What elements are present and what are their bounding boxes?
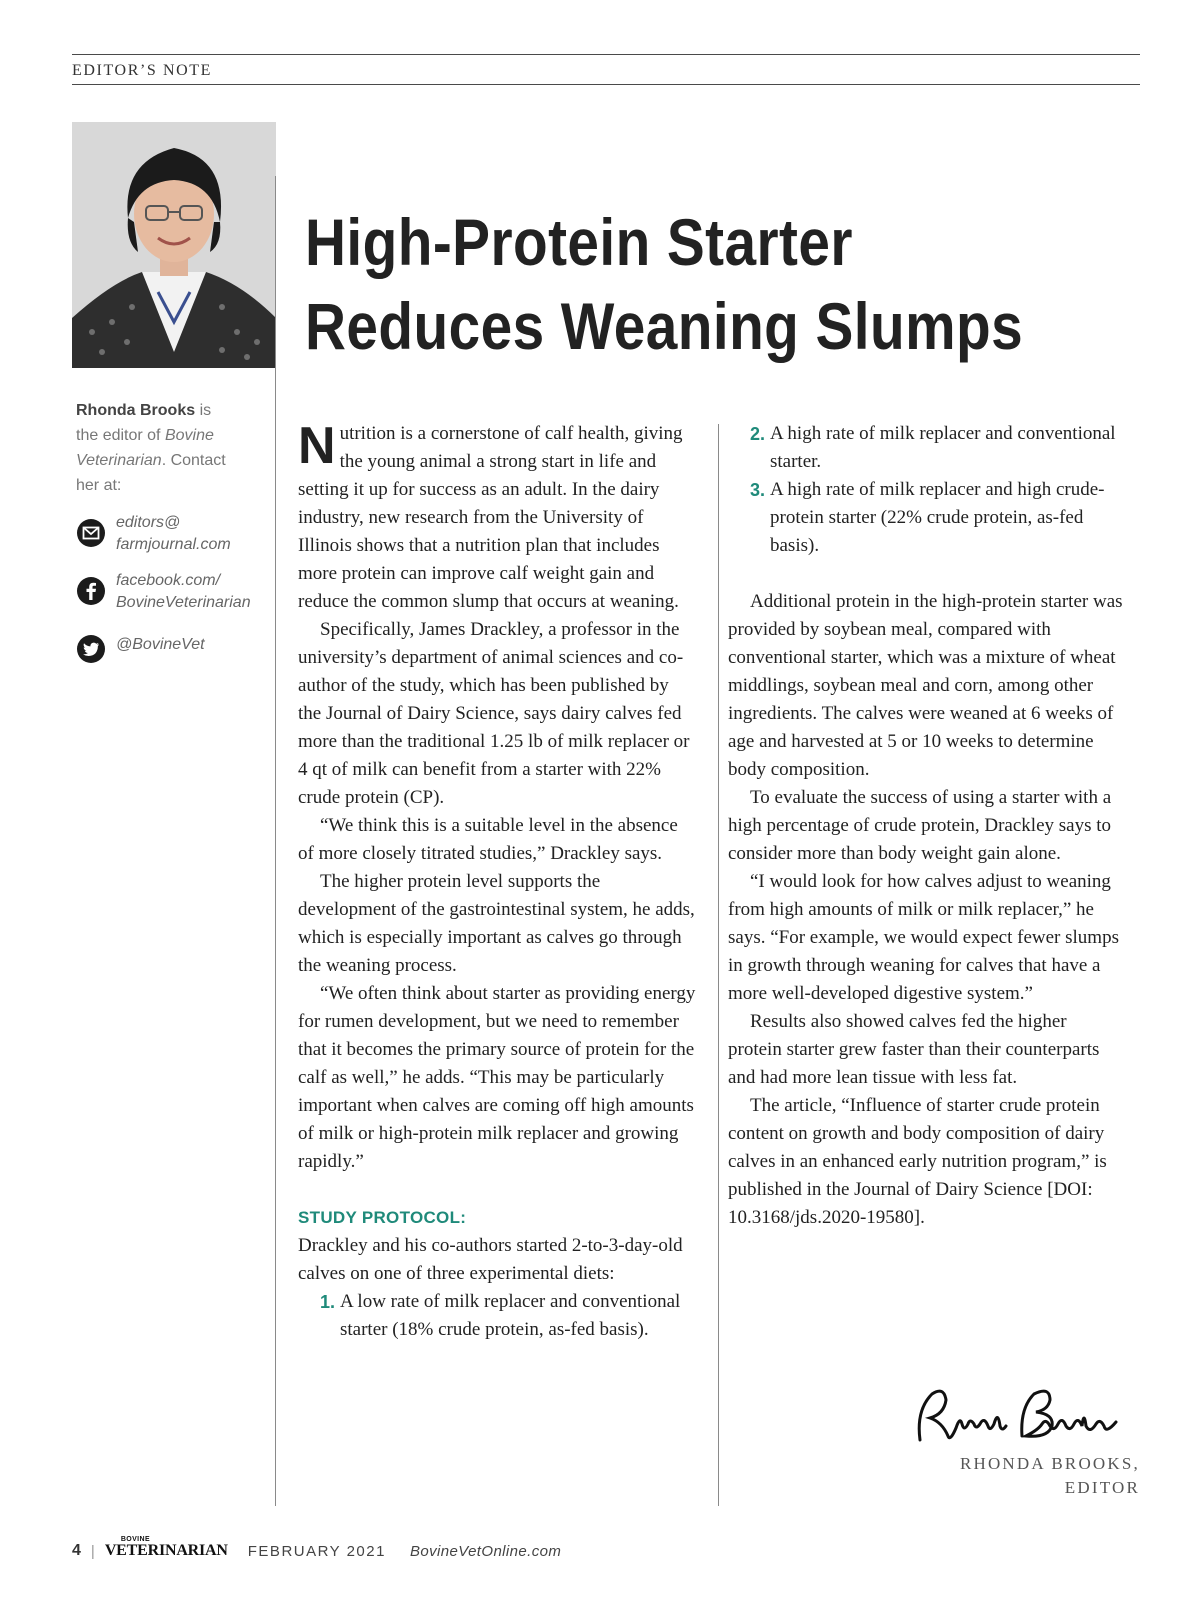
signature-caption — [960, 1452, 1140, 1500]
article-paragraph: Specifically, James Drackley, a professor in the university’s department of animal sciences and co-author of the study, which has been published by the Journal of Dairy Science, says dairy calves fed more than the traditional 1.25 lb of milk replacer or 4 qt of milk can benefit from a starter with 22% crude protein (CP). — [298, 619, 690, 808]
footer-separator: | — [90, 1542, 95, 1560]
twitter-icon — [76, 634, 106, 664]
author-name: Rhonda Brooks — [76, 402, 196, 419]
contact-facebook-line-2: BovineVeterinarian — [116, 594, 251, 611]
logo-text: VETERINARIAN — [104, 1542, 228, 1559]
article-paragraph: Results also showed calves fed the higher protein starter grew faster than their counterparts and had more lean tissue with less fat. — [728, 1011, 1100, 1088]
contact-email[interactable] — [76, 512, 266, 556]
contact-email-line-1: editors@ — [116, 514, 181, 531]
page-footer — [72, 1536, 562, 1560]
issue-date: FEBRUARY 2021 — [247, 1542, 386, 1560]
list-text: A high rate of milk replacer and high crude-protein starter (22% crude protein, as-fed basis). — [770, 479, 1105, 556]
author-bio: Rhonda Brooks is the editor of Bovine Veterinarian. Contact her at: — [76, 402, 226, 494]
contact-facebook[interactable] — [76, 570, 266, 614]
logo-top-text: BOVINE — [120, 1536, 151, 1543]
contact-twitter-handle: @BovineVet — [116, 636, 205, 653]
contact-email-line-2: farmjournal.com — [116, 536, 231, 553]
page-number: 4 — [72, 1542, 81, 1559]
publication-name: Bovine — [164, 427, 214, 444]
article-paragraph: Drackley and his co-authors started 2-to-3-day-old calves on one of three experimental diets: — [298, 1235, 683, 1284]
contact-twitter[interactable] — [76, 628, 266, 664]
author-sidebar — [76, 398, 266, 664]
drop-cap: N — [298, 417, 336, 475]
article-paragraph: Additional protein in the high-protein starter was provided by soybean meal, compared with conventional starter, which was a mixture of wheat middlings, soybean meal and corn, among other ingredients. The calves were weaned at 6 weeks of age and harvested at 5 or 10 weeks to determine body composition. — [728, 591, 1123, 780]
diet-list-item — [750, 420, 1124, 476]
diet-list-item — [320, 1288, 696, 1344]
facebook-icon — [76, 576, 106, 606]
section-label: EDITOR’S NOTE — [72, 62, 213, 79]
article-paragraph: The higher protein level supports the development of the gastrointestinal system, he adds, which is especially important as calves go through the weaning process. — [298, 871, 695, 976]
publication-logo — [104, 1536, 228, 1560]
headline — [305, 200, 1027, 368]
list-number: 3. — [750, 480, 766, 500]
website-link[interactable]: BovineVetOnline.com — [409, 1542, 562, 1560]
headline-line-1: High-Protein Starter — [305, 205, 853, 279]
email-icon — [76, 518, 106, 548]
column-divider-middle — [718, 424, 719, 1506]
handwritten-signature — [910, 1380, 1130, 1457]
signature-name: RHONDA BROOKS, — [959, 1454, 1140, 1473]
headline-line-2: Reduces Weaning Slumps — [305, 289, 1024, 363]
top-rule — [72, 54, 1140, 55]
article-paragraph: “We think this is a suitable level in the absence of more closely titrated studies,” Drackley says. — [298, 815, 678, 864]
author-photo — [72, 122, 276, 368]
section-rule — [72, 84, 1140, 85]
article-column-2 — [728, 420, 1124, 1232]
contact-facebook-line-1: facebook.com/ — [116, 572, 221, 589]
study-protocol-subhead: STUDY PROTOCOL: — [298, 1208, 467, 1227]
list-text: A high rate of milk replacer and conventional starter. — [770, 423, 1116, 472]
article-paragraph: The article, “Influence of starter crude protein content on growth and body composition of dairy calves in an enhanced early nutrition program,” is published in the Journal of Dairy Science [DOI: 10.3168/jds.2020-19580]. — [728, 1095, 1107, 1228]
signature-title: EDITOR — [1064, 1478, 1140, 1497]
list-text: A low rate of milk replacer and conventional starter (18% crude protein, as-fed basis). — [340, 1291, 681, 1340]
article-column-1 — [298, 417, 696, 1344]
article-paragraph: “We often think about starter as providing energy for rumen development, but we need to remember that it becomes the primary source of protein for the calf as well,” he adds. “This may be particularly important when calves are coming off high amounts of milk or high-protein milk replacer and growing rapidly.” — [298, 983, 696, 1172]
article-paragraph: To evaluate the success of using a starter with a high percentage of crude protein, Drackley says to consider more than body weight gain alone. — [728, 787, 1112, 864]
diet-list-item — [750, 476, 1124, 560]
article-paragraph: Nutrition is a cornerstone of calf health, giving the young animal a strong start in life and setting it up for success as an adult. In the dairy industry, new research from the University of Illinois shows that a nutrition plan that includes more protein can improve calf weight gain and reduce the common slump that occurs at weaning. — [298, 417, 683, 612]
column-divider-left — [275, 176, 276, 1506]
article-paragraph: “I would look for how calves adjust to weaning from high amounts of milk or milk replacer,” he says. “For example, we would expect fewer slumps in growth through weaning for calves that have a more well-developed digestive system.” — [728, 871, 1119, 1004]
list-number: 2. — [750, 424, 766, 444]
list-number: 1. — [320, 1292, 336, 1312]
